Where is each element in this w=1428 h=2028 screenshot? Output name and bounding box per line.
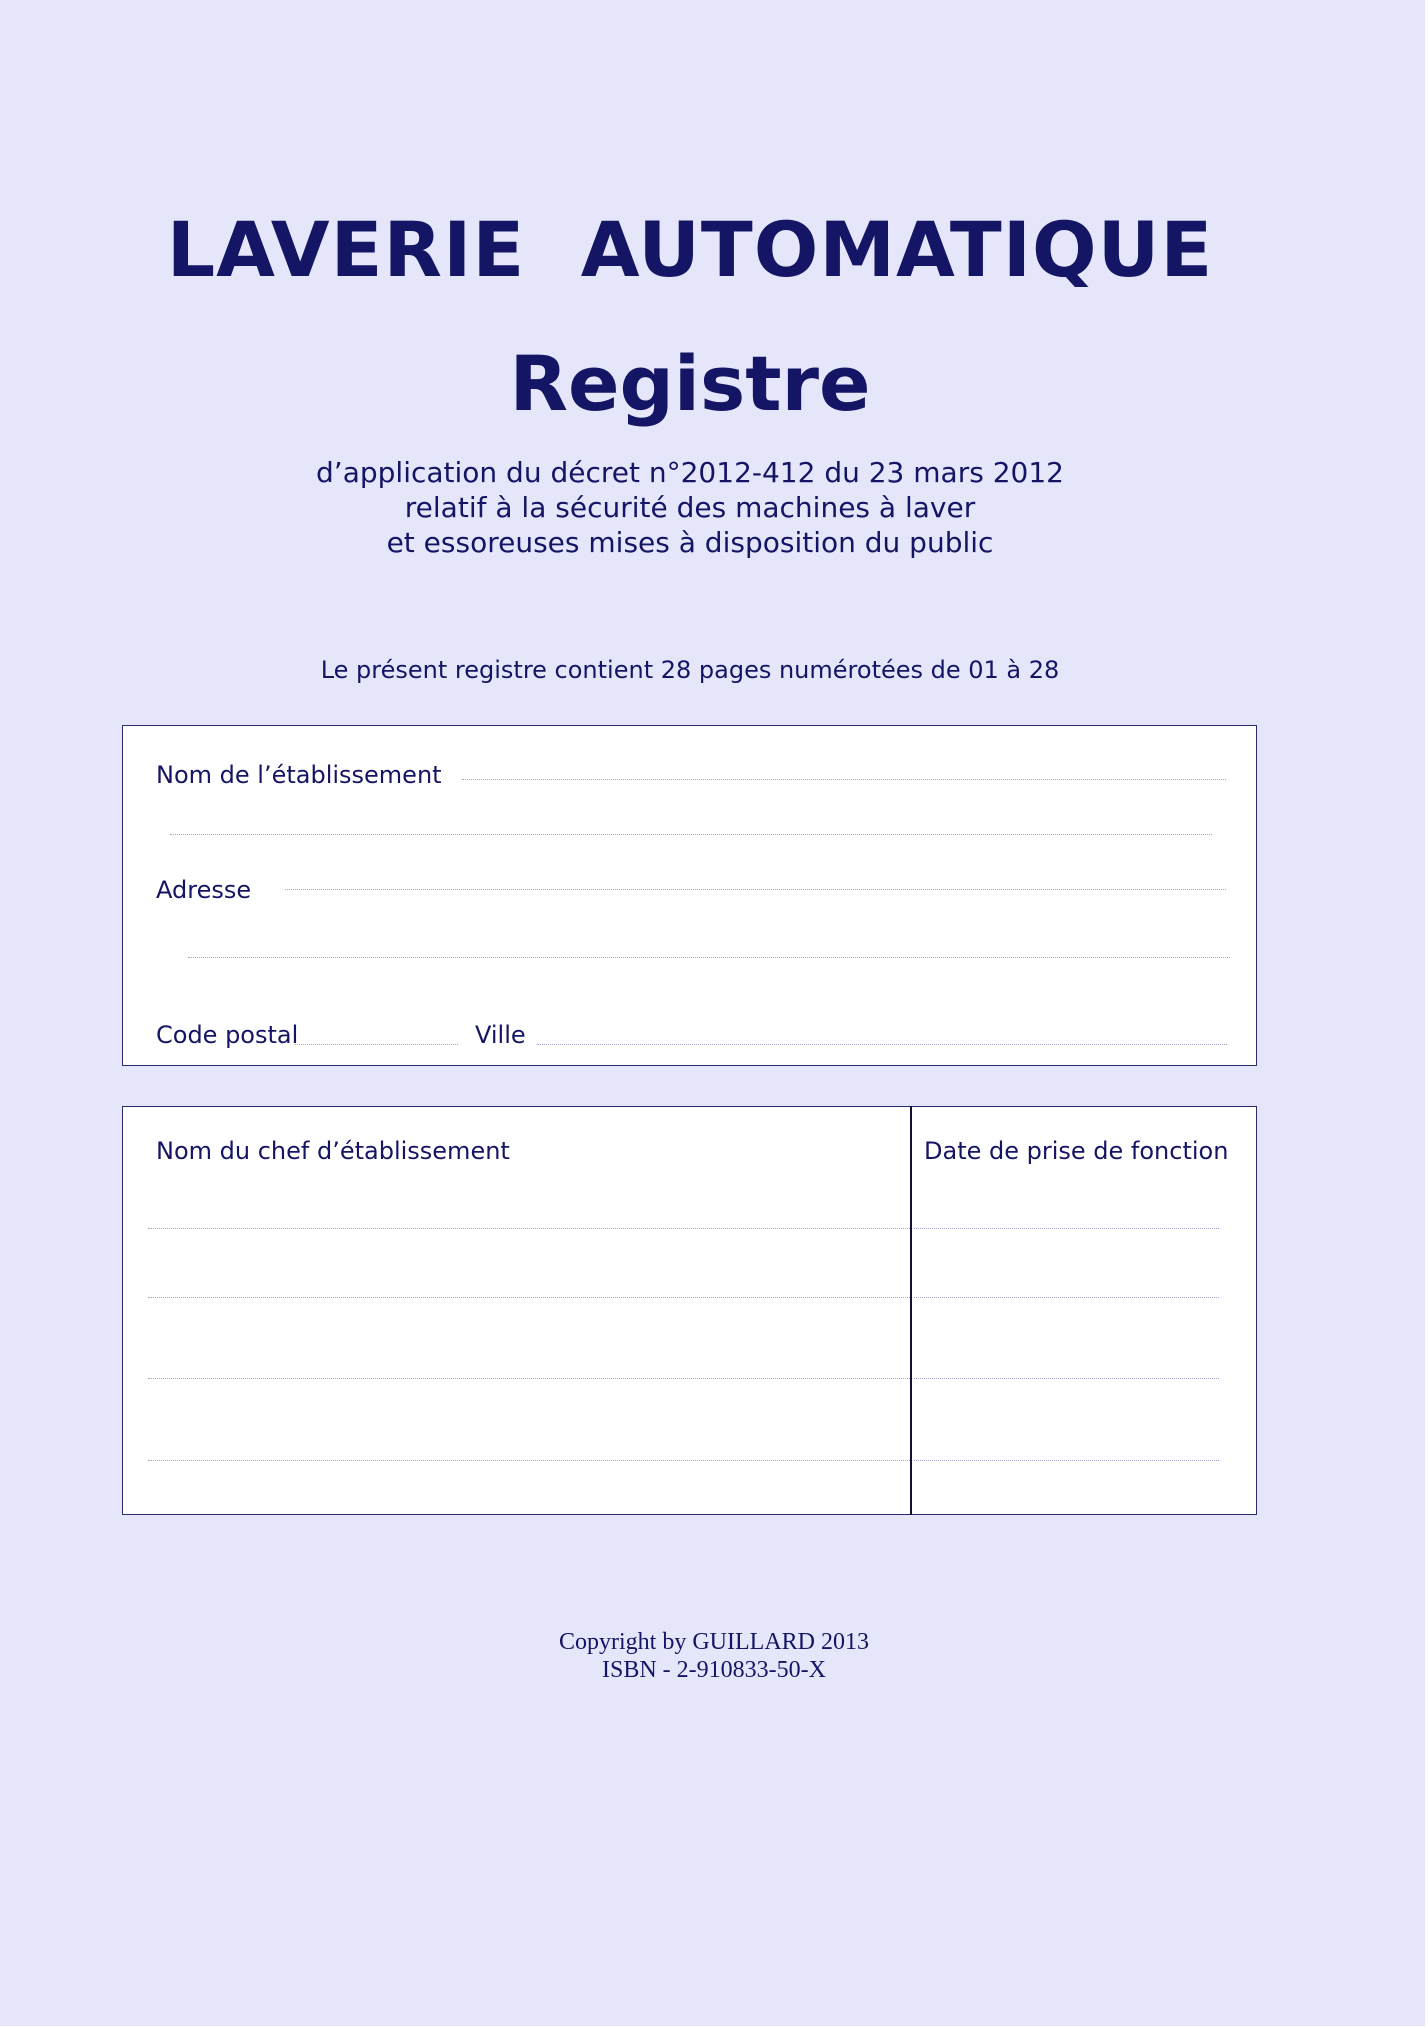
establishment-form [122, 725, 1257, 1066]
postal-code-field[interactable] [295, 1044, 458, 1045]
manager-name-label: Nom du chef d’établissement [156, 1137, 510, 1165]
address-label: Adresse [156, 876, 252, 904]
establishment-name-field[interactable] [462, 779, 1226, 780]
decree-line: d’application du décret n°2012-412 du 23 mars 2012 [316, 456, 1064, 489]
document-subtitle: Registre [509, 339, 871, 428]
postal-code-label: Code postal [156, 1021, 299, 1049]
manager-name-field[interactable] [148, 1297, 910, 1298]
column-divider [910, 1106, 912, 1515]
establishment-name-field-line-2[interactable] [170, 834, 1212, 835]
decree-line: et essoreuses mises à disposition du public [386, 526, 994, 559]
decree-line: relatif à la sécurité des machines à laver [404, 491, 976, 524]
manager-name-field[interactable] [148, 1228, 910, 1229]
establishment-name-label: Nom de l’établissement [156, 761, 442, 789]
start-date-label: Date de prise de fonction [924, 1137, 1229, 1165]
manager-form [122, 1106, 1257, 1515]
start-date-field[interactable] [914, 1460, 1219, 1461]
manager-name-field[interactable] [148, 1460, 910, 1461]
document-title: LAVERIE AUTOMATIQUE [166, 205, 1214, 294]
copyright-text: Copyright by GUILLARD 2013 [559, 1629, 869, 1655]
address-field-line-2[interactable] [188, 957, 1230, 958]
start-date-field[interactable] [914, 1228, 1219, 1229]
address-field[interactable] [285, 889, 1226, 890]
isbn-text: ISBN - 2-910833-50-X [602, 1657, 826, 1683]
city-label: Ville [475, 1021, 526, 1049]
start-date-field[interactable] [914, 1378, 1219, 1379]
decree-reference [0, 455, 1380, 560]
start-date-field[interactable] [914, 1297, 1219, 1298]
city-field[interactable] [537, 1044, 1227, 1045]
manager-name-field[interactable] [148, 1378, 910, 1379]
footer [0, 1628, 1428, 1684]
pages-note: Le présent registre contient 28 pages numérotées de 01 à 28 [320, 656, 1060, 684]
